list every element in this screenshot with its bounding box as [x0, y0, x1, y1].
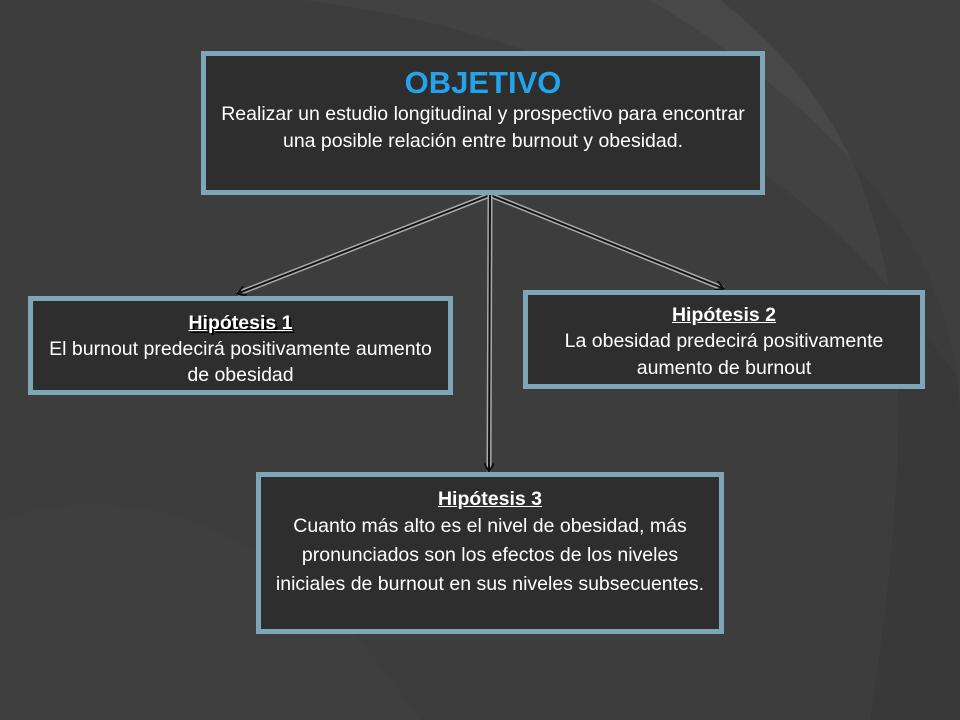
hypothesis-3-box	[256, 472, 724, 634]
hypothesis-1-text: El burnout predecirá positivamente aumento de obesidad	[49, 338, 432, 386]
hypothesis-2-text: La obesidad predecirá positivamente aumento de burnout	[564, 330, 884, 379]
objective-title: OBJETIVO	[404, 65, 562, 100]
hypothesis-3-text: Cuanto más alto es el nivel de obesidad, más pronunciados son los efectos de los niveles iniciales de burnout en sus niveles subsecuentes.	[275, 515, 705, 595]
hypothesis-1-box	[28, 296, 453, 395]
objective-text: Realizar un estudio longitudinal y prospectivo para encontrar una posible relación entre burnout y obesidad.	[221, 103, 745, 152]
objective-box	[201, 51, 765, 195]
hypothesis-3-title: Hipótesis 3	[437, 488, 543, 510]
hypothesis-1-title: Hipótesis 1	[188, 312, 293, 334]
hypothesis-2-title: Hipótesis 2	[671, 304, 777, 326]
hypothesis-2-box	[523, 290, 925, 389]
